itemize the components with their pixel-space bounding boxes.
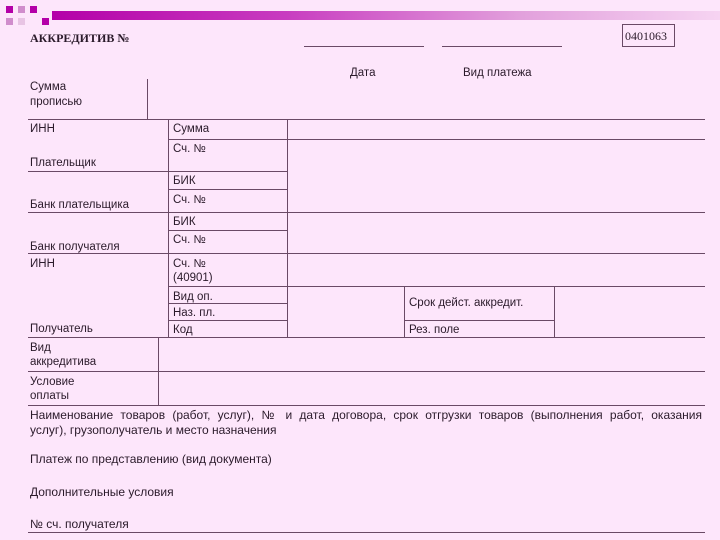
inn-label-2: ИНН <box>30 258 55 270</box>
col-line <box>168 119 169 337</box>
row-line <box>404 320 554 321</box>
form-title: АККРЕДИТИВ № <box>30 31 130 45</box>
op-type-label: Вид оп. <box>173 291 213 303</box>
payer-bik-label: БИК <box>173 175 196 187</box>
decor-square <box>30 6 37 13</box>
goods-text-2: услуг), грузополучатель и место назначения <box>30 423 277 437</box>
row-line <box>168 286 705 287</box>
payer-bank-label: Банк плательщика <box>30 199 130 211</box>
goods-text: Наименование товаров (работ, услуг), № и дата договора, срок отгрузки товаров (выполнения работ, оказания <box>30 408 702 422</box>
row-line <box>168 189 287 190</box>
presentation-label: Платеж по представлению (вид документа) <box>30 452 272 466</box>
col-line <box>287 119 288 337</box>
payee-label: Получатель <box>30 323 93 335</box>
date-underline[interactable] <box>304 46 424 47</box>
decor-square <box>42 18 49 25</box>
row-line <box>28 405 705 406</box>
lc-type-label-2: аккредитива <box>30 356 97 368</box>
payee-bank-label: Банк получателя <box>30 241 120 253</box>
decor-square <box>6 18 13 25</box>
sum-label: Сумма <box>173 123 210 135</box>
form-code-box <box>622 24 675 47</box>
payment-cond-label-2: оплаты <box>30 390 70 402</box>
payment-type-underline[interactable] <box>442 46 562 47</box>
payment-type-label: Вид платежа <box>463 67 532 79</box>
col-line <box>158 337 159 405</box>
row-line <box>28 253 705 254</box>
decor-square <box>6 6 13 13</box>
decor-square <box>18 18 25 25</box>
payee-acct-40901-label: Сч. № <box>173 258 206 270</box>
payee-bik-label: БИК <box>173 216 196 228</box>
sum-words-label-2: прописью <box>30 96 83 108</box>
validity-label: Срок дейст. аккредит. <box>409 297 524 309</box>
decor-square <box>18 6 25 13</box>
reserve-label: Рез. поле <box>409 324 460 336</box>
payer-label: Плательщик <box>30 157 96 169</box>
inn-label: ИНН <box>30 123 55 135</box>
payer-acct-label: Сч. № <box>173 143 206 155</box>
sum-words-divider <box>147 79 148 119</box>
row-line <box>28 371 705 372</box>
row-line <box>28 119 705 120</box>
code-label: Код <box>173 324 193 336</box>
row-line <box>28 212 705 213</box>
col-line <box>554 286 555 337</box>
col-line <box>404 286 405 337</box>
row-line <box>168 320 287 321</box>
extra-conditions-label: Дополнительные условия <box>30 485 174 499</box>
date-label: Дата <box>350 67 376 79</box>
row-line <box>28 171 287 172</box>
payee-acct-40901-label-2: (40901) <box>173 272 213 284</box>
row-line <box>28 337 705 338</box>
row-line <box>168 230 287 231</box>
sum-words-label: Сумма <box>30 81 67 93</box>
payee-bank-acct-label: Сч. № <box>173 234 206 246</box>
payer-bank-acct-label: Сч. № <box>173 194 206 206</box>
payee-acct-label: № сч. получателя <box>30 517 129 531</box>
header-gradient-bar <box>52 11 720 20</box>
lc-type-label: Вид <box>30 342 51 354</box>
row-line <box>168 139 705 140</box>
form-code: 0401063 <box>625 29 667 43</box>
row-line <box>28 532 705 533</box>
pay-purpose-label: Наз. пл. <box>173 307 216 319</box>
payment-cond-label: Условие <box>30 376 75 388</box>
